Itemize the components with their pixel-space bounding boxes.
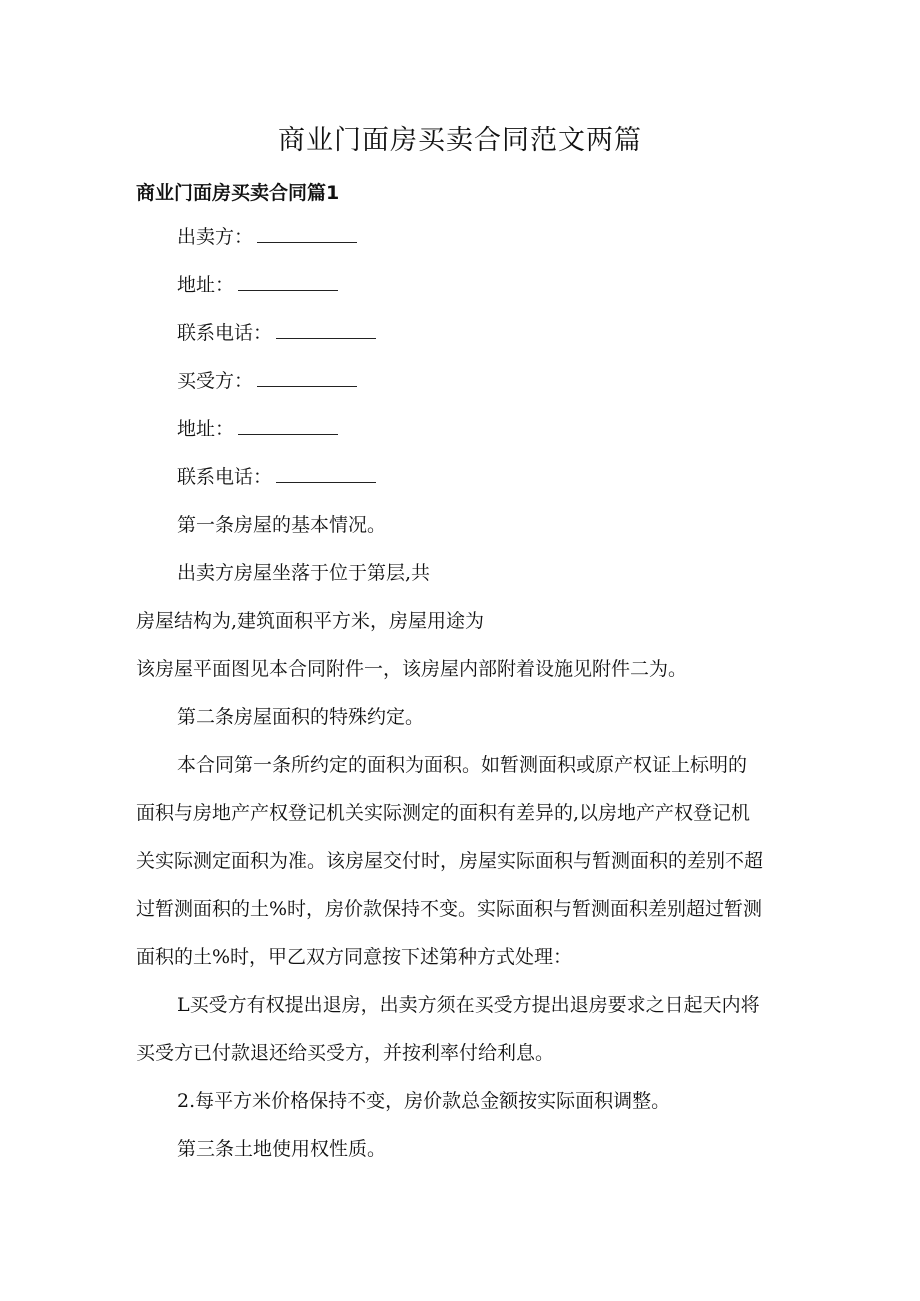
seller-address-blank	[238, 272, 338, 291]
seller-blank	[257, 224, 357, 243]
body-line: 关实际测定面积为准。该房屋交付时，房屋实际面积与暂测面积的差别不超	[136, 850, 764, 872]
seller-address-label: 地址：	[177, 274, 235, 296]
article-3-heading: 第三条土地使用权性质。	[177, 1138, 387, 1160]
seller-label: 出卖方：	[177, 226, 254, 248]
seller-phone-blank	[276, 320, 376, 339]
section-heading: 商业门面房买卖合同篇1	[136, 182, 340, 204]
buyer-phone-blank	[276, 464, 376, 483]
buyer-phone-field	[177, 464, 376, 490]
article-2-heading: 第二条房屋面积的特殊约定。	[177, 706, 425, 728]
buyer-label: 买受方：	[177, 370, 254, 392]
body-line: 面积与房地产产权登记机关实际测定的面积有差异的,以房地产产权登记机	[136, 802, 751, 824]
seller-phone-label: 联系电话：	[177, 322, 273, 344]
option-2-line: 2.每平方米价格保持不变，房价款总金额按实际面积调整。	[177, 1090, 671, 1112]
body-line: 出卖方房屋坐落于位于第层,共	[177, 562, 431, 584]
buyer-field	[177, 368, 357, 394]
body-line: 本合同第一条所约定的面积为面积。如暂测面积或原产权证上标明的	[177, 754, 748, 776]
buyer-address-label: 地址：	[177, 418, 235, 440]
document-title: 商业门面房买卖合同范文两篇	[278, 125, 642, 156]
buyer-phone-label: 联系电话：	[177, 466, 273, 488]
body-line: 面积的土%时，甲乙双方同意按下述第种方式处理：	[136, 946, 573, 968]
body-line: 该房屋平面图见本合同附件一，该房屋内部附着设施见附件二为。	[136, 658, 688, 680]
body-line: 房屋结构为,建筑面积平方米，房屋用途为	[136, 610, 485, 632]
article-1-heading: 第一条房屋的基本情况。	[177, 514, 387, 536]
body-line: 过暂测面积的土%时，房价款保持不变。实际面积与暂测面积差别超过暂测	[136, 898, 763, 920]
buyer-blank	[257, 368, 357, 387]
buyer-address-field	[177, 416, 338, 442]
seller-field	[177, 224, 357, 250]
body-line: 买受方已付款退还给买受方，并按利率付给利息。	[136, 1042, 555, 1064]
option-1-line: L买受方有权提出退房，出卖方须在买受方提出退房要求之日起天内将	[177, 994, 760, 1016]
buyer-address-blank	[238, 416, 338, 435]
seller-phone-field	[177, 320, 376, 346]
seller-address-field	[177, 272, 338, 298]
